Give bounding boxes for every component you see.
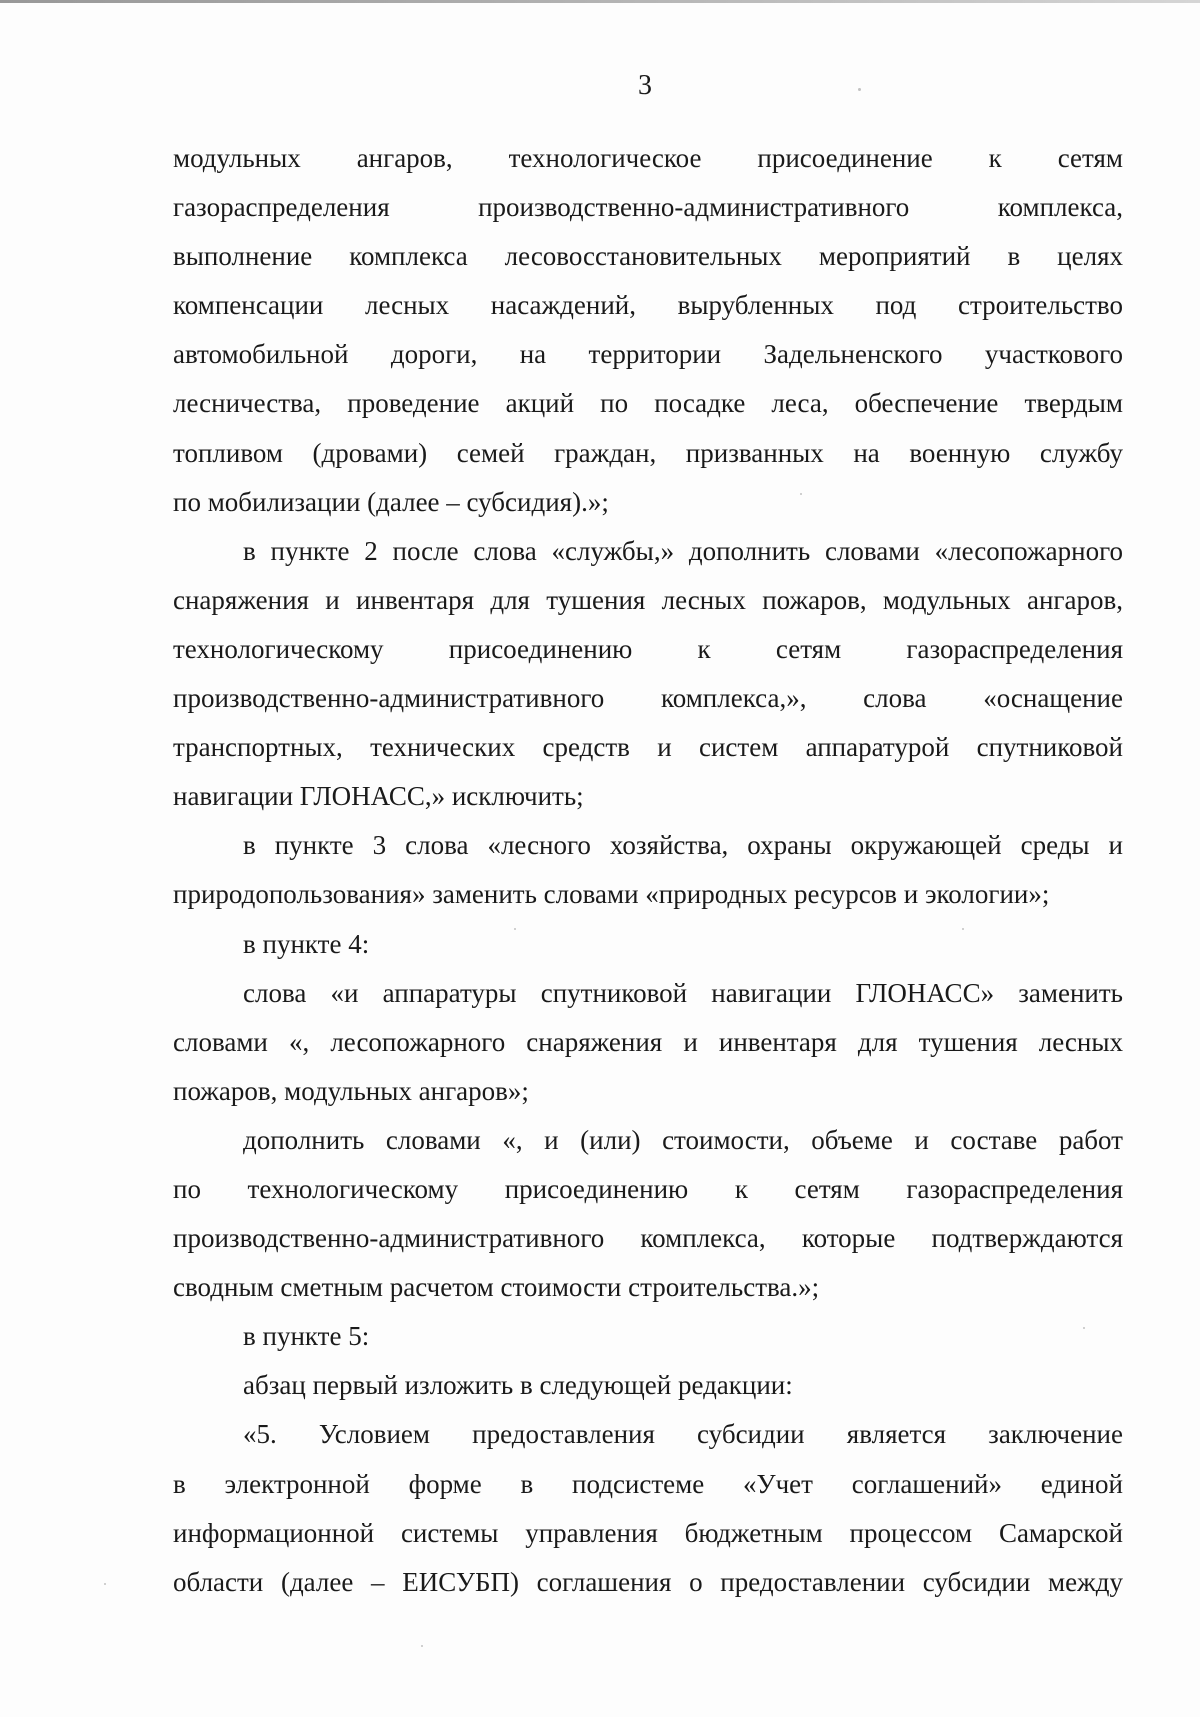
text-line: производственно-административного комплекса, которые подтверждаются (173, 1223, 1123, 1254)
text-line: природопользования» заменить словами «природных ресурсов и экологии»; (173, 879, 1050, 910)
text-line: лесничества, проведение акций по посадке леса, обеспечение твердым (173, 388, 1123, 419)
text-line: технологическому присоединению к сетям газораспределения (173, 633, 1123, 664)
paragraph (173, 1312, 1123, 1361)
scan-speck (421, 1645, 423, 1647)
scan-speck (104, 1583, 106, 1585)
document-body (173, 134, 1123, 1607)
text-line: информационной системы управления бюджетным процессом Самарской (173, 1517, 1123, 1548)
text-line: выполнение комплекса лесовосстановительных мероприятий в целях (173, 241, 1123, 272)
paragraph (173, 920, 1123, 969)
text-line: сводным сметным расчетом стоимости строительства.»; (173, 1272, 820, 1303)
text-line: газораспределения производственно-административного комплекса, (173, 192, 1123, 223)
text-line: словами «, лесопожарного снаряжения и инвентаря для тушения лесных (173, 1026, 1123, 1057)
scan-speck (514, 928, 516, 930)
text-line: модульных ангаров, технологическое присоединение к сетям (173, 143, 1123, 173)
text-line: снаряжения и инвентаря для тушения лесных пожаров, модульных ангаров, (173, 584, 1123, 615)
paragraph (173, 527, 1123, 822)
text-line: дополнить словами «, и (или) стоимости, объеме и составе работ (243, 1124, 1123, 1155)
paragraph (173, 134, 1123, 527)
text-line: в пункте 4: (243, 928, 370, 959)
text-line: по мобилизации (далее – субсидия).»; (173, 486, 609, 517)
paragraph (173, 821, 1123, 919)
paragraph (173, 1116, 1123, 1312)
text-line: производственно-административного комплекса,», слова «оснащение (173, 683, 1123, 714)
text-line: пожаров, модульных ангаров»; (173, 1075, 529, 1106)
scan-speck (1083, 1327, 1085, 1329)
scan-speck (962, 928, 964, 930)
text-line: топливом (дровами) семей граждан, призванных на военную службу (173, 437, 1123, 468)
scan-speck (800, 493, 802, 495)
text-line: в пункте 2 после слова «службы,» дополнить словами «лесопожарного (243, 535, 1123, 566)
text-line: слова «и аппаратуры спутниковой навигации ГЛОНАСС» заменить (243, 977, 1123, 1008)
paragraph (173, 1410, 1123, 1606)
text-line: в электронной форме в подсистеме «Учет соглашений» единой (173, 1468, 1123, 1499)
text-line: в пункте 5: (243, 1321, 370, 1352)
text-line: в пункте 3 слова «лесного хозяйства, охраны окружающей среды и (243, 830, 1123, 861)
text-line: по технологическому присоединению к сетям газораспределения (173, 1173, 1123, 1204)
text-line: «5. Условием предоставления субсидии является заключение (243, 1419, 1123, 1450)
scan-speck (858, 88, 861, 91)
text-line: транспортных, технических средств и систем аппаратурой спутниковой (173, 732, 1123, 763)
text-line: компенсации лесных насаждений, вырубленных под строительство (173, 290, 1123, 321)
scan-edge (0, 0, 1200, 3)
text-line: автомобильной дороги, на территории Задельненского участкового (173, 339, 1123, 370)
paragraph (173, 1361, 1123, 1410)
paragraph (173, 969, 1123, 1116)
text-line: области (далее – ЕИСУБП) соглашения о предоставлении субсидии между (173, 1566, 1123, 1597)
text-line: абзац первый изложить в следующей редакции: (243, 1370, 793, 1401)
page-number: 3 (638, 70, 652, 101)
text-line: навигации ГЛОНАСС,» исключить; (173, 781, 584, 812)
